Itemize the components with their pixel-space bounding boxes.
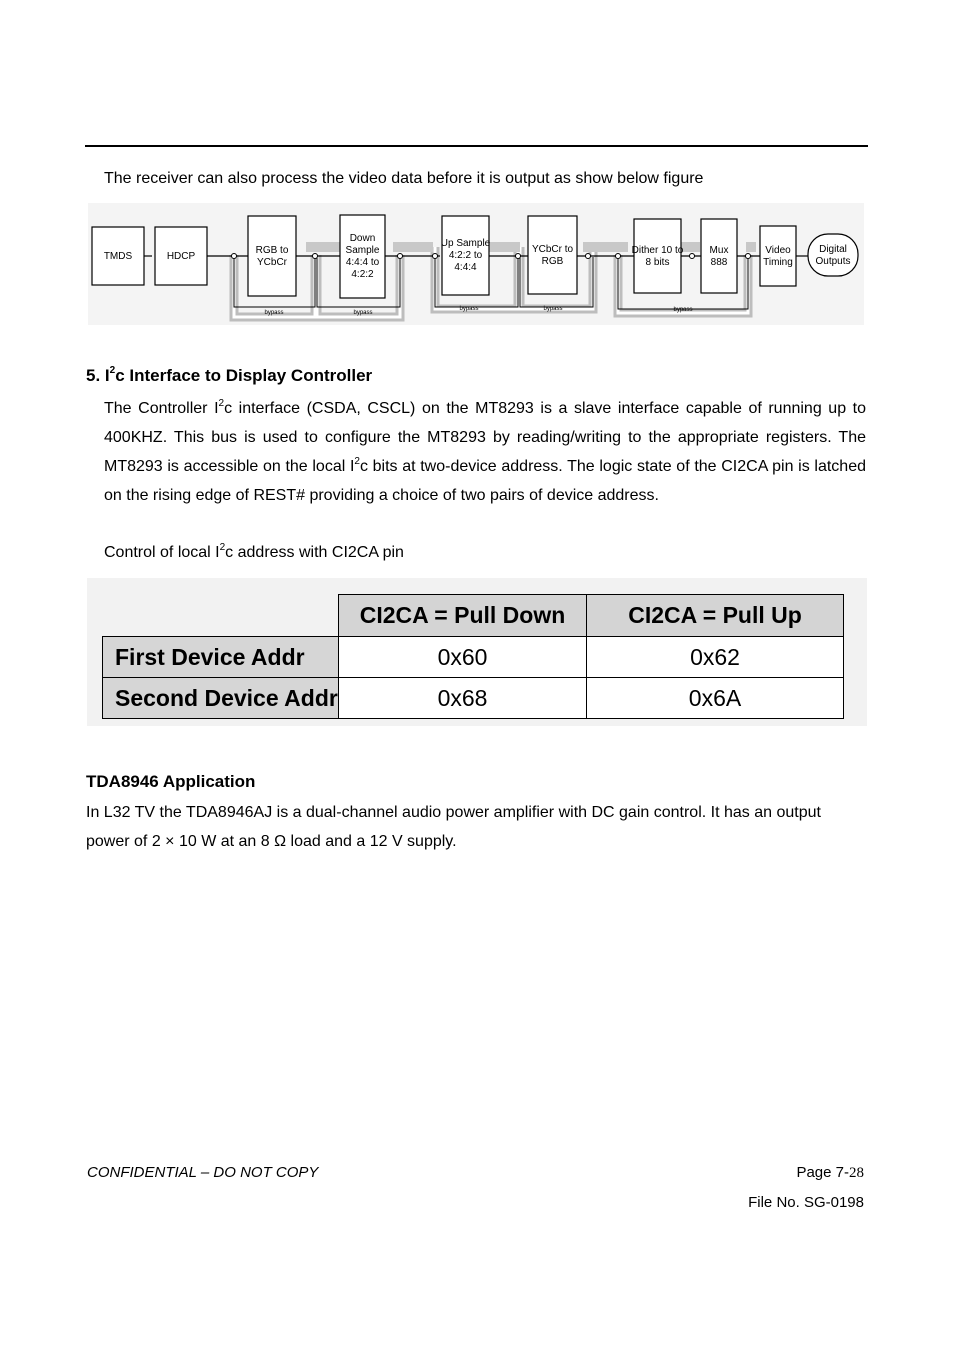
- footer-page-number: Page 7-28: [796, 1164, 864, 1181]
- block-rgb-to-ycbcr: [248, 216, 296, 296]
- bypass-label: bypass: [543, 306, 563, 312]
- col-header-pull-up: CI2CA = Pull Up: [586, 594, 844, 637]
- diagram-label-tmds: TMDS: [103, 251, 133, 262]
- cell-second-pull-up: 0x6A: [586, 677, 844, 719]
- section-6-heading: TDA8946 Application: [86, 772, 256, 791]
- row-header-first: First Device Addr: [102, 636, 339, 678]
- diagram-label-digital-outputs: Digital: [819, 244, 847, 255]
- section-5-body: The Controller $I^2c$ interface (CSDA, CSCL) on the MT8293 is a slave interface capable of running up to 400KHZ. This bus is used to configure the MT8293 by reading/writing to the appropriate registers. The MT8293 is accessible on the local $I^2c$ bits at two-device address. The logic state of the CI2CA pin is latched on the rising edge of REST# providing a choice of two pairs of device address.: [104, 397, 867, 504]
- diagram-label-up-sample: Up Sample: [440, 238, 491, 249]
- diagram-label-video-timing: Video: [765, 245, 791, 256]
- diagram-label-mux: 888: [710, 257, 728, 268]
- bypass-label: bypass: [673, 307, 693, 313]
- cell-second-pull-down: 0x68: [338, 677, 587, 719]
- video-processing-diagram: [88, 203, 864, 325]
- cell-first-pull-down: 0x60: [338, 636, 587, 678]
- header-rule: [85, 145, 868, 147]
- intro-text: The receiver can also process the video data before it is output as show below figure: [104, 170, 704, 187]
- diagram-label-rgb-to-ycbcr: YCbCr: [256, 257, 288, 268]
- diagram-label-up-sample: 4:4:4: [454, 262, 477, 273]
- diagram-label-digital-outputs: Outputs: [815, 256, 851, 267]
- diagram-label-dither: Dither 10 to: [631, 245, 684, 256]
- block-digital-outputs: [808, 234, 858, 276]
- section-5-heading: 5. $I^2c$ Interface to Display Controller: [86, 365, 373, 385]
- footer-file-number: File No. SG-0198: [748, 1194, 864, 1211]
- diagram-label-down-sample: 4:2:2: [351, 269, 374, 280]
- bypass-label: bypass: [264, 310, 284, 316]
- section-6-body: In L32 TV the TDA8946AJ is a dual-channel audio power amplifier with DC gain control. It has an output power of 2 × 10 W at an 8 Ω load and a 12 V supply.: [86, 804, 821, 850]
- block-ycbcr-to-rgb: [528, 216, 577, 294]
- diagram-label-hdcp: HDCP: [166, 251, 196, 262]
- block-mux: [701, 219, 737, 293]
- row-header-second: Second Device Addr: [102, 677, 339, 719]
- bypass-label: bypass: [459, 306, 479, 312]
- diagram-label-dither: 8 bits: [645, 257, 670, 268]
- bypass-label: bypass: [353, 310, 373, 316]
- block-video-timing: [760, 226, 796, 286]
- block-dither: [634, 219, 681, 293]
- diagram-label-down-sample: 4:4:4 to: [345, 257, 380, 268]
- footer-confidential: CONFIDENTIAL – DO NOT COPY: [87, 1164, 319, 1181]
- diagram-label-ycbcr-to-rgb: RGB: [541, 256, 564, 267]
- diagram-label-video-timing: Timing: [763, 257, 793, 268]
- diagram-label-mux: Mux: [709, 245, 729, 256]
- diagram-label-ycbcr-to-rgb: YCbCr to: [531, 244, 574, 255]
- cell-first-pull-up: 0x62: [586, 636, 844, 678]
- diagram-label-down-sample: Sample: [345, 245, 380, 256]
- control-caption: Control of local $I^2c$ address with CI2CA pin: [104, 541, 404, 561]
- diagram-label-up-sample: 4:2:2 to: [448, 250, 483, 261]
- diagram-label-down-sample: Down: [349, 233, 376, 244]
- diagram-label-rgb-to-ycbcr: RGB to: [255, 245, 289, 256]
- col-header-pull-down: CI2CA = Pull Down: [338, 594, 587, 637]
- address-table: [87, 578, 867, 726]
